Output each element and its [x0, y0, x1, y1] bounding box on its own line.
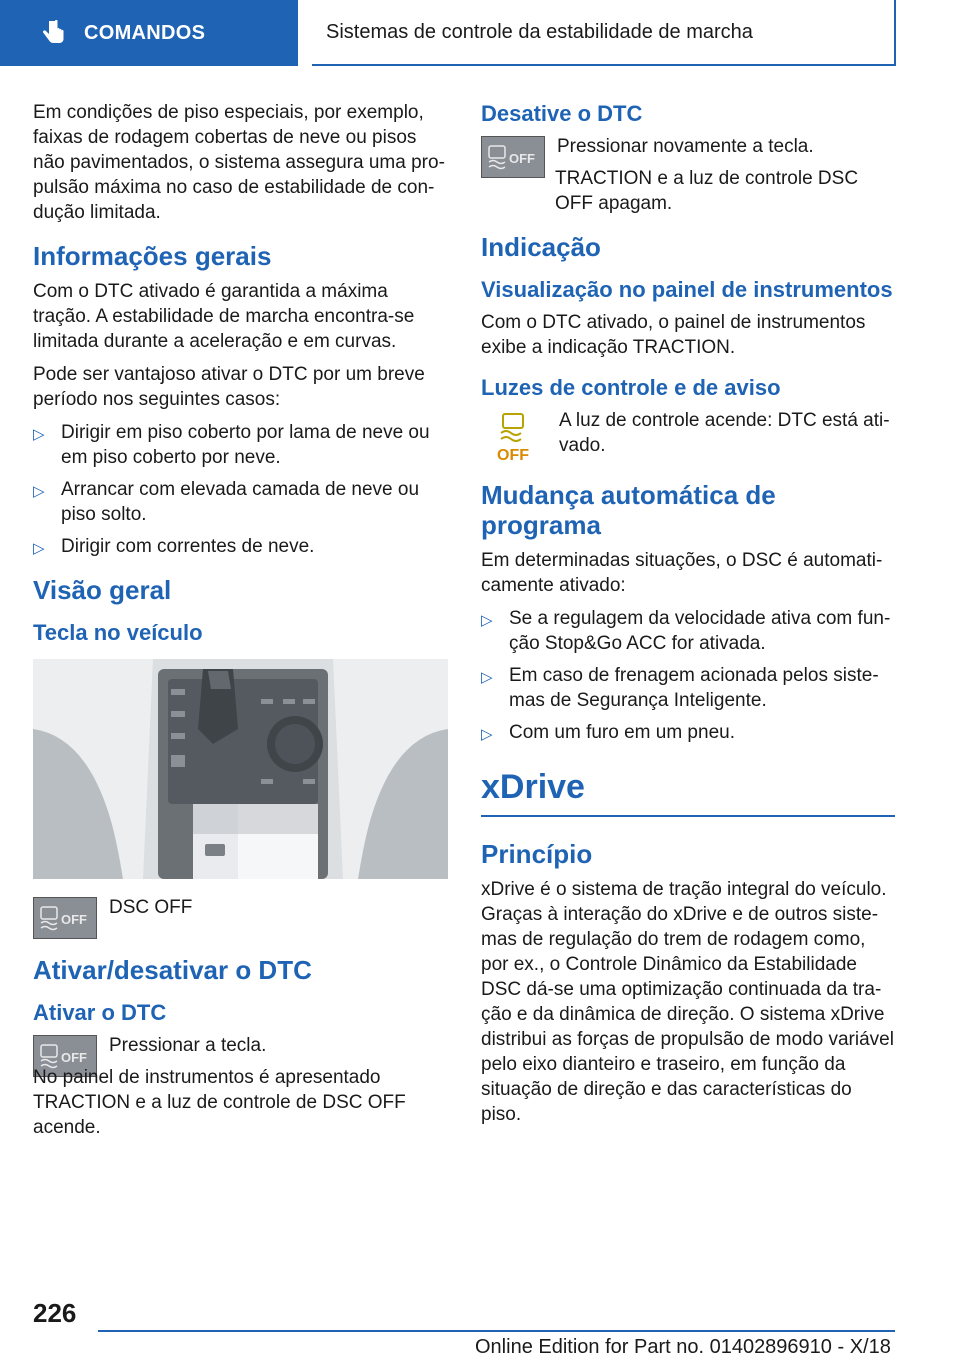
deactivate-step-2: TRACTION e a luz de controle DSC OFF apagam.: [555, 168, 859, 214]
activate-step-1: Pressionar a tecla.: [109, 1035, 267, 1056]
bullet-triangle-icon: ▷: [33, 426, 45, 443]
hand-pointer-icon: [40, 18, 66, 48]
auto-paragraph: Em determinadas situações, o DSC é automaticamente ativado:: [481, 550, 883, 596]
chapter-title: Sistemas de controle da estabilidade de marcha: [326, 20, 753, 43]
footer-divider: [98, 1330, 895, 1332]
heading-indication: Indicação: [481, 232, 601, 262]
heading-activate-dtc: Ativar o DTC: [33, 1000, 167, 1025]
heading-principle: Princípio: [481, 839, 593, 869]
auto-conditions-list: [481, 606, 895, 745]
info-paragraph-1: Com o DTC ativado é garantida a máxima tração. A estabilidade de marcha encontra-se limitada durante a aceleração e em curvas.: [33, 281, 415, 352]
heading-key-in-vehicle: Tecla no veículo: [33, 620, 203, 645]
list-item: ▷ Arrancar com elevada camada de neve ou piso solto.: [33, 479, 420, 525]
left-column: [33, 100, 448, 1148]
warning-light-row: [481, 408, 895, 464]
deactivate-step-1: Pressionar novamente a tecla.: [557, 136, 814, 157]
edition-note: Online Edition for Part no. 01402896910 - X/18: [475, 1336, 891, 1358]
list-item: ▷ Em caso de frenagem acionada pelos sistemas de Segurança Inteligente.: [481, 665, 879, 711]
svg-text:OFF: OFF: [497, 447, 529, 464]
section-label: COMANDOS: [84, 21, 206, 44]
section-tab[interactable]: [0, 0, 298, 66]
center-console-photo: [33, 659, 448, 879]
principle-paragraph: xDrive é o sistema de tração integral do veículo. Graças à interação do xDrive e de outros sistemas de regulação do trem de rodagem como, por ex., o Controle Dinâmico da Estabilidade DSC dá-se uma optimização continuada da tração e da dinâmica de direção. O sistema xDrive distribui as forças de propulsão de modo variável pelo eixo dianteiro e traseiro, em função da situação de direção e das características do piso.: [481, 879, 894, 1125]
svg-text:OFF: OFF: [509, 151, 535, 166]
activate-step-2: No painel de instrumentos é apresentado TRACTION e a luz de controle de DSC OFF acende.: [33, 1067, 406, 1138]
dsc-off-button-icon: [481, 136, 545, 178]
info-paragraph-2: Pode ser vantajoso ativar o DTC por um breve período nos seguintes casos:: [33, 364, 425, 410]
bullet-triangle-icon: ▷: [33, 540, 45, 557]
heading-xdrive: xDrive: [481, 765, 895, 817]
list-item: ▷ Dirigir com correntes de neve.: [33, 534, 448, 559]
svg-text:OFF: OFF: [61, 1050, 87, 1065]
heading-deactivate-dtc: Desative o DTC: [481, 101, 643, 126]
warning-light-text: A luz de controle acende: DTC está ativado.: [559, 410, 890, 456]
intro-paragraph: Em condições de piso especiais, por exemplo, faixas de rodagem cobertas de neve ou pisos não pavimentados, o sistema assegura uma propulsão máxima no caso de estabilidade de condução limitada.: [33, 102, 445, 223]
heading-warning-lights: Luzes de controle e de aviso: [481, 375, 781, 400]
dsc-off-warning-light-icon: [491, 408, 547, 464]
svg-text:OFF: OFF: [61, 912, 87, 927]
dsc-off-label: DSC OFF: [109, 897, 193, 918]
bullet-triangle-icon: ▷: [481, 669, 493, 686]
dsc-off-key-row: [33, 895, 448, 939]
bullet-triangle-icon: ▷: [33, 483, 45, 500]
heading-toggle-dtc: Ativar/desativar o DTC: [33, 955, 312, 985]
panel-paragraph: Com o DTC ativado, o painel de instrumentos exibe a indicação TRACTION.: [481, 312, 866, 358]
bullet-triangle-icon: ▷: [481, 726, 493, 743]
heading-general-info: Informações gerais: [33, 241, 272, 271]
list-item: ▷ Dirigir em piso coberto por lama de neve ou em piso coberto por neve.: [33, 422, 430, 468]
heading-instrument-panel: Visualização no painel de instrumentos: [481, 277, 893, 302]
list-item: ▷ Com um furo em um pneu.: [481, 720, 895, 745]
heading-auto-program: Mudança automática de programa: [481, 480, 776, 540]
list-item: ▷ Se a regulagem da velocidade ativa com função Stop&Go ACC for ativada.: [481, 608, 891, 654]
bullet-triangle-icon: ▷: [481, 612, 493, 629]
dsc-off-button-icon: [33, 897, 97, 939]
heading-overview: Visão geral: [33, 575, 172, 605]
right-column: [481, 100, 895, 1135]
conditions-list: [33, 420, 448, 559]
page-number: 226: [33, 1298, 77, 1328]
chapter-header: [312, 0, 896, 66]
